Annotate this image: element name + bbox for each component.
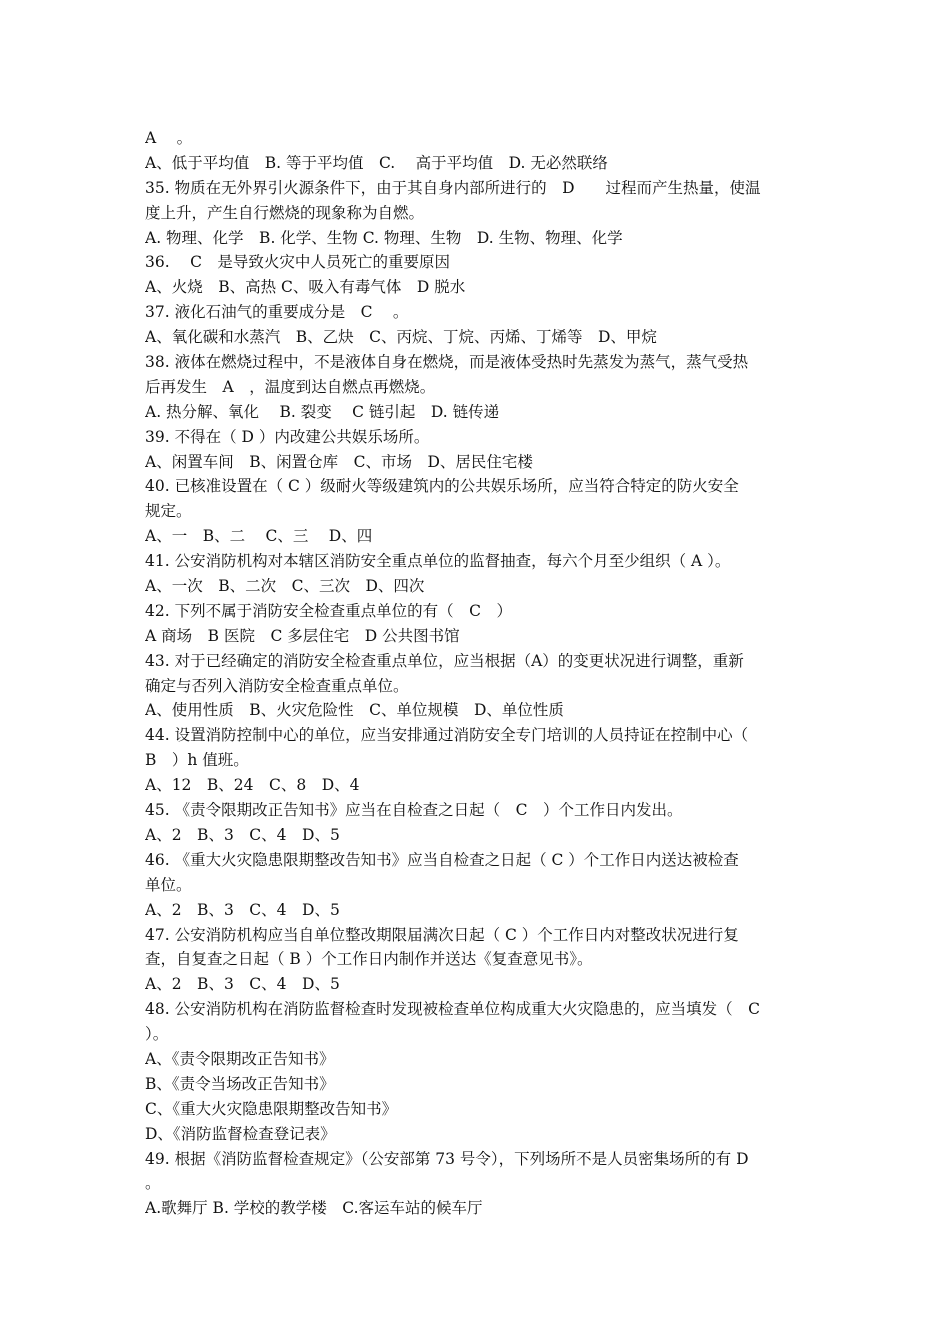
text-line: B ）h 值班。	[145, 751, 249, 770]
text-line: C、《重大火灾隐患限期整改告知书》	[145, 1099, 398, 1118]
text-line: 36. C 是导致火灾中人员死亡的重要原因	[145, 253, 450, 272]
text-line: A、12 B、24 C、8 D、4	[145, 776, 360, 795]
text-line: A 。	[145, 129, 193, 147]
text-line: A、闲置车间 B、闲置仓库 C、市场 D、居民住宅楼	[145, 452, 533, 471]
text-line: 43. 对于已经确定的消防安全检查重点单位，应当根据（A）的变更状况进行调整，重新	[145, 651, 744, 670]
text-line: 度上升，产生自行燃烧的现象称为自燃。	[145, 203, 425, 222]
text-line: B、《责令当场改正告知书》	[145, 1074, 335, 1093]
text-line: A、氧化碳和水蒸汽 B、乙炔 C、丙烷、丁烷、丙烯、丁烯等 D、甲烷	[145, 328, 657, 347]
text-line: 确定与否列入消防安全检查重点单位。	[145, 676, 409, 695]
text-line: A、一次 B、二次 C、三次 D、四次	[145, 577, 425, 596]
text-line: 40. 已核准设置在（ C ）级耐火等级建筑内的公共娱乐场所，应当符合特定的防火安全	[145, 477, 739, 496]
text-line: 39. 不得在（ D ）内改建公共娱乐场所。	[145, 427, 430, 446]
text-line: A、2 B、3 C、4 D、5	[145, 825, 340, 844]
text-line: 37. 液化石油气的重要成分是 C 。	[145, 303, 409, 322]
text-line: 规定。	[145, 502, 192, 521]
text-line: A. 热分解、氧化 B. 裂变 C 链引起 D. 链传递	[145, 402, 500, 421]
text-line: D、《消防监督检查登记表》	[145, 1124, 336, 1143]
text-line: 35. 物质在无外界引火源条件下，由于其自身内部所进行的 D 过程而产生热量，使温	[145, 178, 761, 197]
text-line: 41. 公安消防机构对本辖区消防安全重点单位的监督抽查，每六个月至少组织（ A ）。	[145, 552, 731, 571]
text-line: 38. 液体在燃烧过程中，不是液体自身在燃烧，而是液体受热时先蒸发为蒸气，蒸气受热	[145, 353, 749, 372]
text-line: 48. 公安消防机构在消防监督检查时发现被检查单位构成重大火灾隐患的，应当填发（ C	[145, 1000, 760, 1019]
document-body	[145, 126, 810, 1221]
text-line: 单位。	[145, 875, 192, 894]
text-line: 42. 下列不属于消防安全检查重点单位的有（ C ）	[145, 601, 512, 620]
text-line: A、一 B、二 C、三 D、四	[145, 527, 373, 546]
text-line: A、2 B、3 C、4 D、5	[145, 900, 340, 919]
text-line: 。	[145, 1174, 161, 1193]
text-line: 44. 设置消防控制中心的单位，应当安排通过消防安全专门培训的人员持证在控制中心（	[145, 726, 749, 745]
text-line: 46. 《重大火灾隐患限期整改告知书》应当自检查之日起（ C ）个工作日内送达被检查	[145, 850, 739, 869]
text-line: A. 物理、化学 B. 化学、生物 C. 物理、生物 D. 生物、物理、化学	[145, 228, 623, 247]
text-line: A、火烧 B、高热 C、吸入有毒气体 D 脱水	[145, 278, 466, 297]
text-line: A、2 B、3 C、4 D、5	[145, 975, 340, 994]
text-line: 查，自复查之日起（ B ）个工作日内制作并送达《复查意见书》。	[145, 950, 593, 969]
text-line: A、低于平均值 B. 等于平均值 C. 高于平均值 D. 无必然联络	[145, 153, 608, 172]
text-line: A、《责令限期改正告知书》	[145, 1049, 335, 1068]
text-line: A、使用性质 B、火灾危险性 C、单位规模 D、单位性质	[145, 701, 564, 720]
text-line: 47. 公安消防机构应当自单位整改期限届满次日起（ C ）个工作日内对整改状况进行复	[145, 925, 739, 944]
text-line: 后再发生 A ，温度到达自燃点再燃烧。	[145, 377, 436, 396]
text-line: 49. 根据《消防监督检查规定》（公安部第 73 号令），下列场所不是人员密集场所的有 D	[145, 1149, 749, 1168]
text-line: ）。	[145, 1025, 169, 1044]
text-line: A.歌舞厅 B. 学校的教学楼 C.客运车站的候车厅	[145, 1199, 483, 1218]
text-line: A 商场 B 医院 C 多层住宅 D 公共图书馆	[145, 626, 460, 645]
text-line: 45. 《责令限期改正告知书》应当在自检查之日起（ C ）个工作日内发出。	[145, 801, 683, 820]
